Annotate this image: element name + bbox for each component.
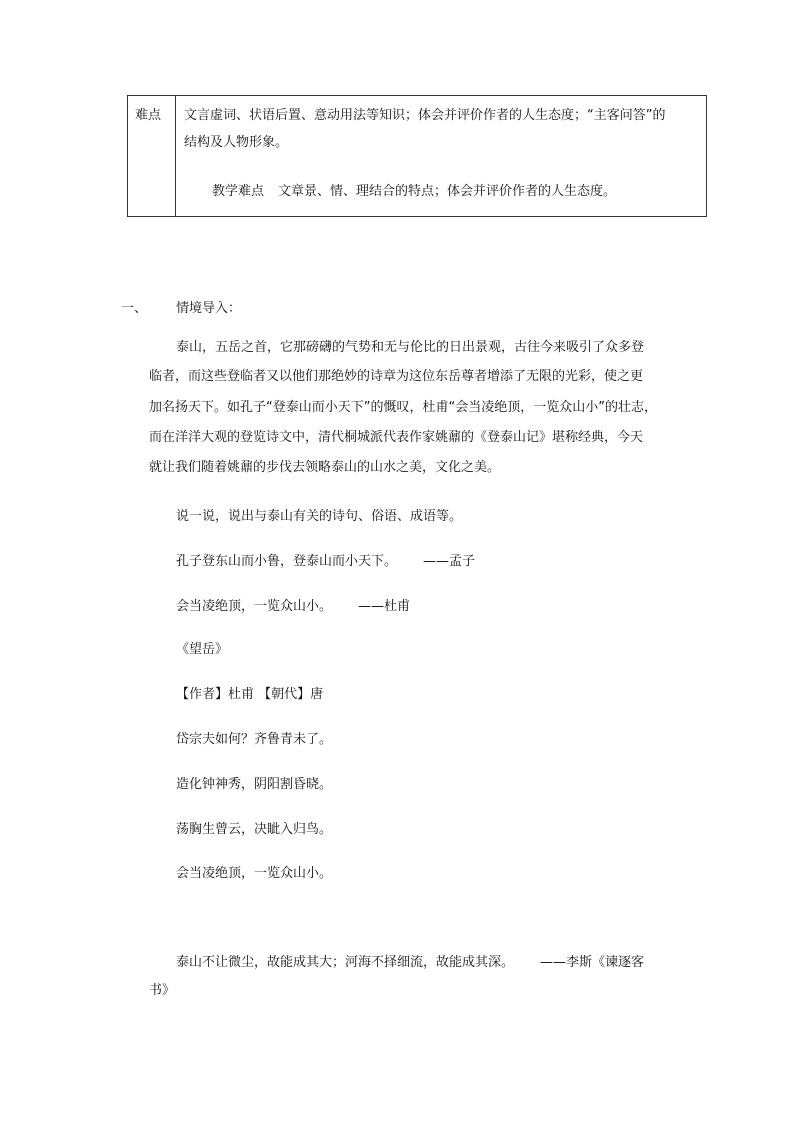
quote-dufu — [176, 595, 410, 614]
quote-mencius-source: ——孟子 — [423, 554, 476, 569]
poem-line-2: 造化钟神秀，阴阳割昏晓。 — [176, 777, 333, 792]
section-number: 一、 — [121, 301, 148, 316]
table-line-1: 文言虚词、状语后置、意动用法等知识；体会并评价作者的人生态度；“主客问答”的 — [184, 108, 666, 123]
intro-line-2: 临者，而这些登临者又以他们那绝妙的诗章为这位东岳尊者增添了无限的光彩，使之更 — [149, 369, 644, 384]
prompt-text: 说一说，说出与泰山有关的诗句、俗语、成语等。 — [176, 509, 463, 524]
table-label: 难点 — [135, 108, 162, 123]
poem-meta: 【作者】杜甫 【朝代】唐 — [176, 687, 324, 702]
table-line-3 — [212, 180, 616, 199]
quote-dufu-text: 会当凌绝顶，一览众山小。 — [176, 599, 333, 614]
intro-line-5: 就让我们随着姚鼐的步伐去领略泰山的山水之美，文化之美。 — [149, 460, 501, 475]
quote-mencius — [176, 550, 475, 569]
intro-line-1: 泰山，五岳之首，它那磅礴的气势和无与伦比的日出景观，古往今来吸引了众多登 — [176, 340, 645, 355]
quote-lisi-source-continued: 书》 — [149, 983, 176, 998]
poem-title: 《望岳》 — [176, 642, 229, 657]
quote-mencius-text: 孔子登东山而小鲁，登泰山而小天下。 — [176, 554, 398, 569]
section-title: 情境导入： — [176, 301, 242, 316]
intro-line-4: 而在洋洋大观的登览诗文中，清代桐城派代表作家姚鼐的《登泰山记》堪称经典，今天 — [149, 430, 644, 445]
poem-line-1: 岱宗夫如何？齐鲁青未了。 — [176, 732, 333, 747]
quote-lisi — [176, 951, 644, 970]
quote-lisi-source: ——李斯《谏逐客 — [540, 955, 645, 970]
quote-lisi-text: 泰山不让微尘，故能成其大；河海不择细流，故能成其深。 — [176, 955, 515, 970]
teaching-difficulty-label: 教学难点 — [212, 184, 265, 199]
poem-line-3: 荡胸生曾云，决眦入归鸟。 — [176, 822, 333, 837]
table-line-2: 结构及人物形象。 — [184, 135, 289, 150]
poem-line-4: 会当凌绝顶，一览众山小。 — [176, 866, 333, 881]
intro-line-3: 加名扬天下。如孔子“登泰山而小天下”的慨叹，杜甫“会当凌绝顶，一览众山小”的壮志， — [149, 400, 657, 415]
info-table — [127, 95, 707, 217]
quote-dufu-source: ——杜甫 — [358, 599, 411, 614]
teaching-difficulty-text: 文章景、情、理结合的特点；体会并评价作者的人生态度。 — [278, 184, 617, 199]
table-label-column — [128, 96, 176, 216]
